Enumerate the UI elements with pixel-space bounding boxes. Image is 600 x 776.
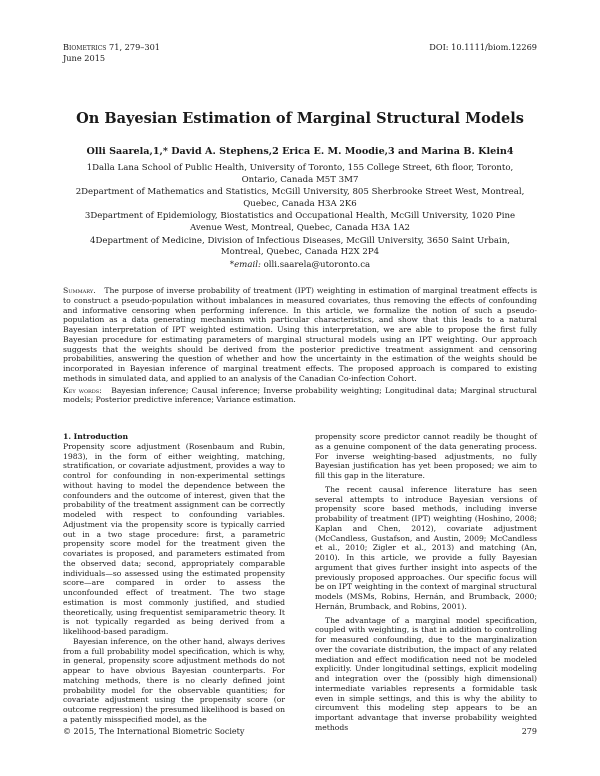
keywords-label: Key words: xyxy=(63,385,102,395)
abstract xyxy=(63,286,537,405)
copyright-notice: © 2015, The International Biometric Society xyxy=(63,727,245,736)
summary-text: The purpose of inverse probability of treatment (IPT) weighting in estimation of marginal treatment effects is to construct a pseudo-population without imbalances in measured covariates, thus removing the effects of confounding and informative censoring when performing inference. In this article, we formalize the notion of such a pseudo-population as a data generating mechanism with particular characteristics, and show that this leads to a natural Bayesian interpretation of IPT weighted estimation. Using this interpretation, we are able to propose the first fully Bayesian procedure for estimating parameters of marginal structural models using an IPT weighting. Our approach suggests that the weights should be derived from the posterior predictive treatment assignment and censoring probabilities, answering the question of whether and how the uncertainty in the estimation of the weights should be incorporated in Bayesian inference of marginal treatment effects. The proposed approach is compared to existing methods in simulated data, and applied to an analysis of the Canadian Co-infection Cohort. xyxy=(63,286,537,383)
body-paragraph: propensity score predictor cannot readily be thought of as a genuine component of the data generating process. For inverse weighting-based adjustments, no fully Bayesian justification has yet been proposed; we aim to fill this gap in the literature. xyxy=(315,432,537,480)
affiliation-3: 3Department of Epidemiology, Biostatistics and Occupational Health, McGill University, 1020 Pine Avenue West, Montreal, Quebec, Canada H3A 1A2 xyxy=(84,211,516,233)
body-paragraph: Bayesian inference, on the other hand, always derives from a full probability model specification, which is why, in general, propensity score adjustment methods do not appear to have obvious Bayesian counterparts. For matching methods, there is no clearly defined joint probability model for the observable quantities; for covariate adjustment using the propensity score (or outcome regression) the presumed likelihood is based on a patently misspecified model, as the xyxy=(63,636,285,724)
corresponding-email xyxy=(75,260,525,272)
affiliation-4: 4Department of Medicine, Division of Infectious Diseases, McGill University, 3650 Saint Urbain, Montreal, Quebec, Canada H2X 2P4 xyxy=(90,235,510,258)
section-heading-introduction: 1. Introduction xyxy=(63,432,129,441)
body-column-right xyxy=(315,432,537,733)
summary-paragraph xyxy=(63,286,537,384)
running-header-left xyxy=(63,42,160,64)
affiliation-1: 1Dalla Lana School of Public Health, University of Toronto, 155 College Street, 6th floor, Toronto, Ontario, Canada M5T 3M7 xyxy=(86,163,514,185)
body-column-left xyxy=(63,432,285,725)
email-address[interactable]: olli.saarela@utoronto.ca xyxy=(263,259,371,270)
keywords-text: Bayesian inference; Causal inference; Inverse probability weighting; Longitudinal data; Marginal structural models; Posterior predictive inference; Variance estimation. xyxy=(63,385,537,405)
affiliations xyxy=(75,163,525,272)
paper-title: On Bayesian Estimation of Marginal Structural Models xyxy=(76,110,524,127)
author-list: Olli Saarela,1,* David A. Stephens,2 Erica E. M. Moodie,3 and Marina B. Klein4 xyxy=(86,146,514,157)
keywords-paragraph xyxy=(63,386,537,406)
affiliation-2: 2Department of Mathematics and Statistics, McGill University, 805 Sherbrooke Street West, Montreal, Quebec, Canada H3A 2K6 xyxy=(75,187,525,209)
issue-date: June 2015 xyxy=(63,53,106,63)
page-number: 279 xyxy=(521,727,537,736)
doi[interactable]: DOI: 10.1111/biom.12269 xyxy=(429,42,537,52)
email-label: *email: xyxy=(229,259,261,270)
body-paragraph: The recent causal inference literature has seen several attempts to introduce Bayesian versions of propensity score based methods, including inverse probability of treatment (IPT) weighting (Hoshino, 2008; Kaplan and Chen, 2012), covariate adjustment (McCandless, Gustafson, and Austin, 2009; McCandless et al., 2010; Zigler et al., 2013) and matching (An, 2010). In this article, we provide a fully Bayesian argument that gives further insight into aspects of the previously proposed approaches. Our specific focus will be on IPT weighting in the context of marginal structural models (MSMs, Robins, Hernán, and Brumback, 2000; Hernán, Brumback, and Robins, 2001). xyxy=(315,484,537,611)
summary-label: Summary. xyxy=(63,286,96,295)
journal-citation: Biometrics 71, 279–301 xyxy=(63,42,160,52)
body-paragraph: Propensity score adjustment (Rosenbaum and Rubin, 1983), in the form of either weighting, matching, stratification, or covariate adjustment, provides a way to control for confounding in non-experimental settings without having to model the dependence between the confounders and the outcome of interest, given that the probability of the treatment assignment can be correctly modeled with respect to confounding variables. Adjustment via the propensity score is typically carried out in a two stage procedure: first, a parametric propensity score model for the treatment given the covariates is proposed, and parameters estimated from the observed data; second, appropriately comparable individuals—so assessed using the estimated propensity score—are compared in order to assess the unconfounded effect of treatment. The two stage estimation is most commonly justified, and studied theoretically, using frequentist semiparametric theory. It is not typically regarded as being derived from a likelihood-based paradigm. xyxy=(63,441,285,636)
body-paragraph: The advantage of a marginal model specification, coupled with weighting, is that in addition to controlling for measured confounding, due to the marginalization over the covariate distribution, the impact of any related mediation and effect modification need not be modeled explicitly. Under longitudinal settings, explicit modeling and integration over the (possibly high dimensional) intermediate variables represents a formidable task even in simple settings, and this is why the ability to circumvent this modeling step appears to be an important advantage that inverse probability weighted methods xyxy=(315,615,537,732)
